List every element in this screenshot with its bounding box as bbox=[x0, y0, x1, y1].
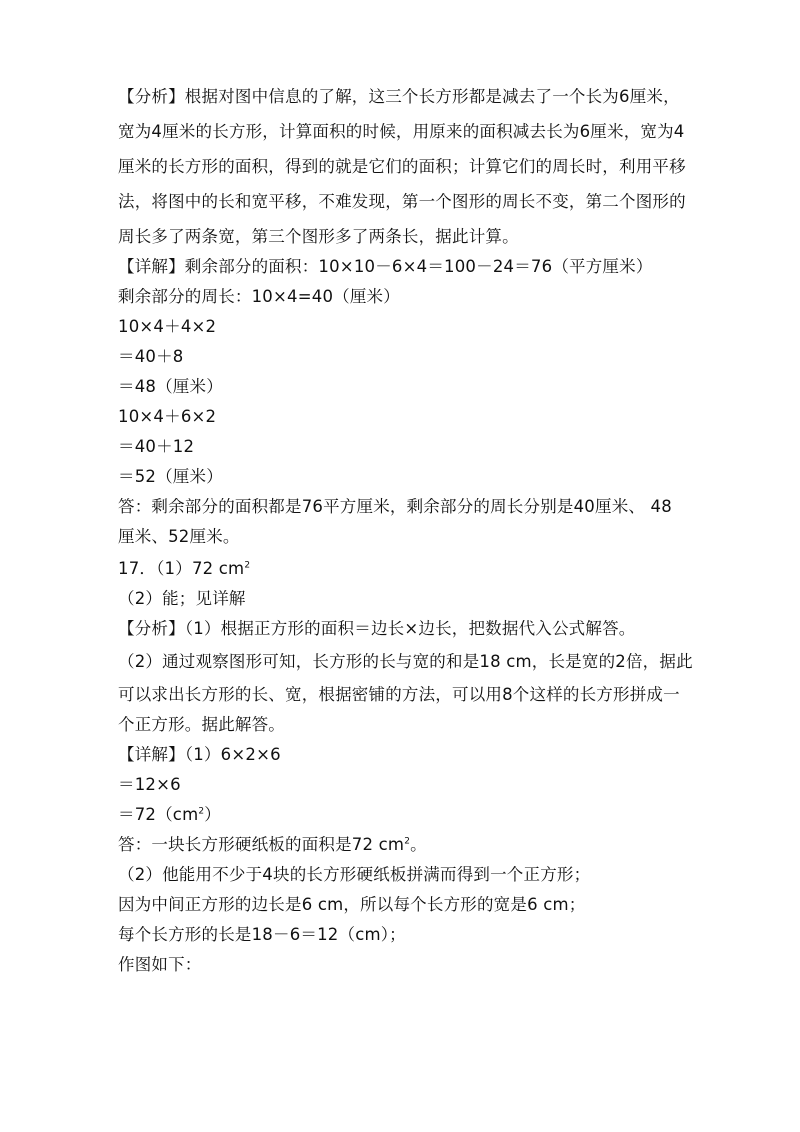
analysis-line-1: 【分析】根据对图中信息的了解，这三个长方形都是减去了一个长为6厘米， bbox=[118, 87, 680, 106]
detail-17-line-1: 【详解】（1）6×2×6 bbox=[118, 745, 281, 764]
analysis-line-5: 周长多了两条宽，第三个图形多了两条长，据此计算。 bbox=[118, 227, 519, 246]
answer-17-line-2: （2）他能用不少于4块的长方形硬纸板拼满而得到一个正方形； bbox=[118, 865, 591, 884]
question-17-text: 17．（1）72 cm bbox=[118, 559, 245, 578]
detail-17-line-2: ＝12×6 bbox=[118, 775, 181, 794]
analysis-17-line-1: 【分析】（1）根据正方形的面积＝边长×边长，把数据代入公式解答。 bbox=[118, 619, 636, 638]
analysis-line-4: 法，将图中的长和宽平移，不难发现，第一个图形的周长不变，第二个图形的 bbox=[118, 192, 686, 211]
calc-line-6: ＝52（厘米） bbox=[118, 467, 223, 486]
answer-17-line-3: 因为中间正方形的边长是6 cm，所以每个长方形的宽是6 cm； bbox=[118, 895, 586, 914]
detail-17-line-3-text: ＝72（cm bbox=[118, 805, 199, 824]
answer-17-line-1 bbox=[118, 834, 427, 856]
answer-17-line-4: 每个长方形的长是18－6＝12（cm）； bbox=[118, 925, 406, 944]
answer-17-line-5: 作图如下： bbox=[118, 955, 202, 974]
question-17-part-1 bbox=[118, 558, 250, 580]
answer-17-line-1-text: 答：一块长方形硬纸板的面积是72 cm bbox=[118, 835, 405, 854]
analysis-line-3: 厘米的长方形的面积，得到的就是它们的面积；计算它们的周长时，利用平移 bbox=[118, 157, 686, 176]
analysis-17-line-2: （2）通过观察图形可知，长方形的长与宽的和是18 cm，长是宽的2倍，据此 bbox=[118, 652, 693, 671]
calc-line-2: ＝40＋8 bbox=[118, 347, 184, 366]
detail-17-line-3 bbox=[118, 804, 221, 826]
detail-perimeter-line: 剩余部分的周长：10×4=40（厘米） bbox=[118, 287, 400, 306]
calc-line-3: ＝48（厘米） bbox=[118, 377, 223, 396]
analysis-17-line-4: 个正方形。据此解答。 bbox=[118, 715, 285, 734]
answer-line-2: 厘米、52厘米。 bbox=[118, 527, 240, 546]
analysis-17-line-3: 可以求出长方形的长、宽，根据密铺的方法，可以用8个这样的长方形拼成一 bbox=[118, 685, 680, 704]
calc-line-1: 10×4＋4×2 bbox=[118, 317, 217, 336]
superscript-2: 2 bbox=[404, 836, 411, 847]
superscript-2: 2 bbox=[244, 560, 251, 571]
calc-line-4: 10×4＋6×2 bbox=[118, 407, 217, 426]
close-paren: ） bbox=[204, 805, 221, 824]
period: 。 bbox=[410, 835, 427, 854]
analysis-line-2: 宽为4厘米的长方形，计算面积的时候，用原来的面积减去长为6厘米，宽为4 bbox=[118, 122, 685, 141]
superscript-2: 2 bbox=[198, 806, 205, 817]
answer-line-1: 答：剩余部分的面积都是76平方厘米，剩余部分的周长分别是40厘米、 48 bbox=[118, 497, 672, 516]
question-17-part-2: （2）能；见详解 bbox=[118, 589, 246, 608]
calc-line-5: ＝40＋12 bbox=[118, 437, 195, 456]
detail-area-line: 【详解】剩余部分的面积：10×10－6×4＝100－24＝76（平方厘米） bbox=[118, 257, 653, 276]
